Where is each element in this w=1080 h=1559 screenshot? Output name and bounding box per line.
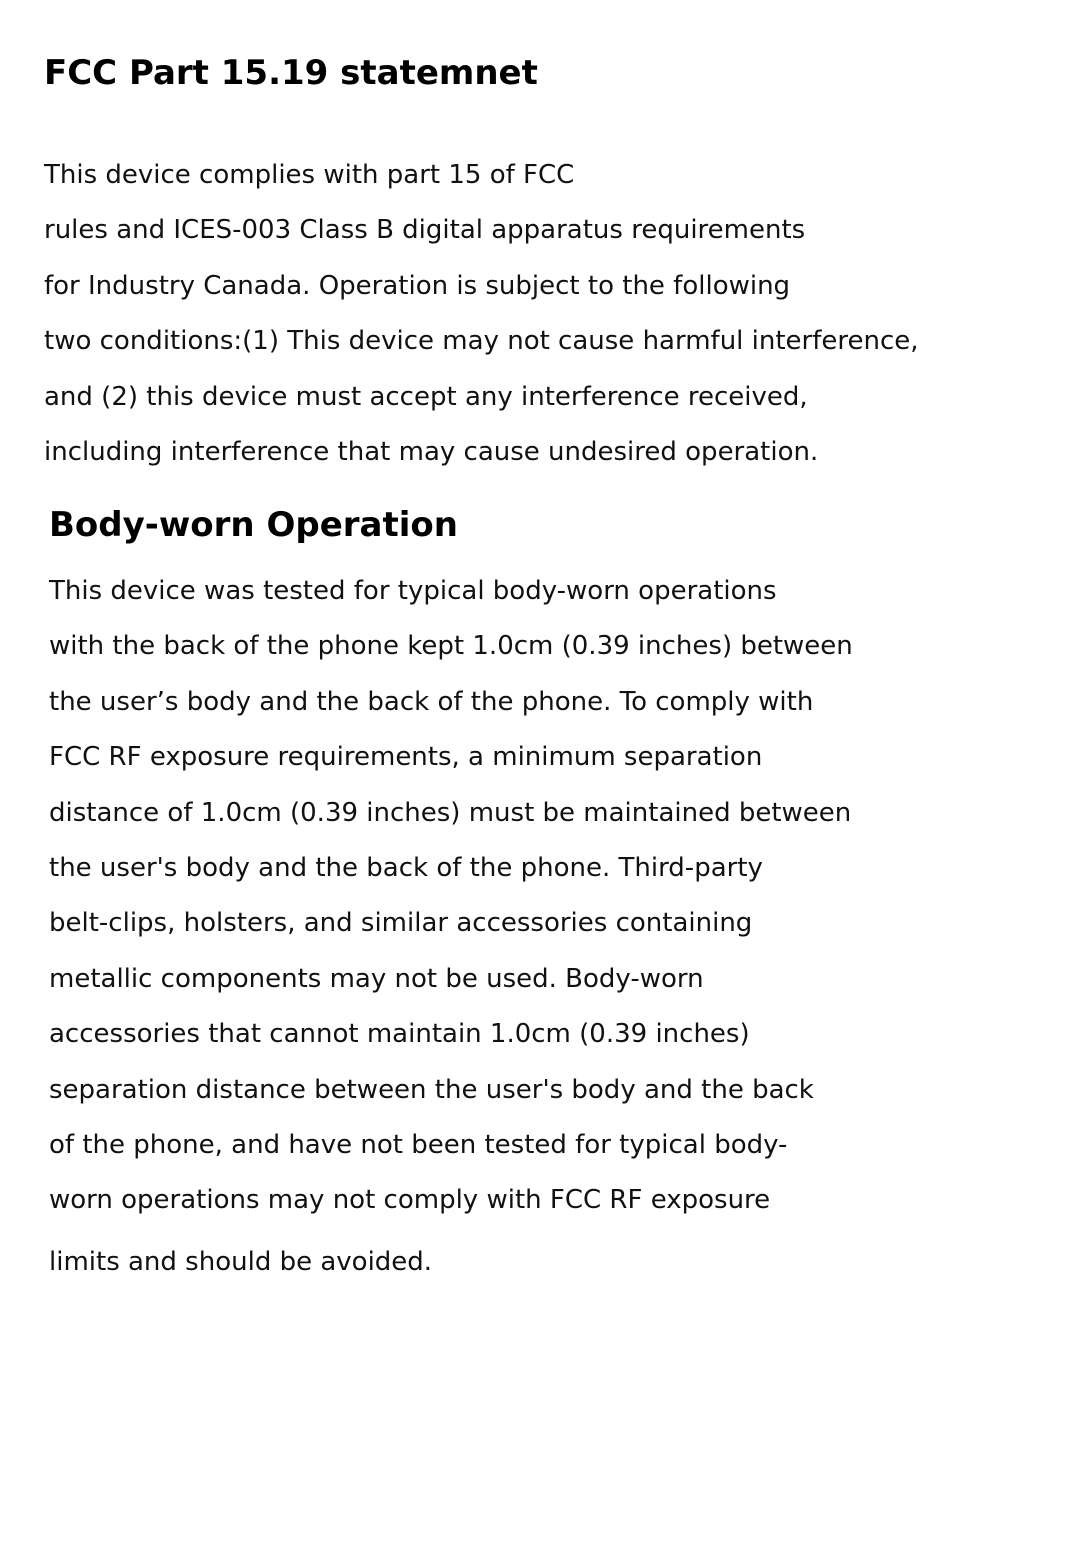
paragraph-line: including interference that may cause undesired operation. bbox=[44, 436, 819, 467]
paragraph-line: belt-clips, holsters, and similar accessories containing bbox=[49, 908, 753, 939]
paragraph-line: metallic components may not be used. Body-worn bbox=[49, 963, 704, 994]
paragraph-line: This device was tested for typical body-worn operations bbox=[49, 576, 777, 606]
paragraph-line: accessories that cannot maintain 1.0cm (0.39 inches) bbox=[49, 1019, 750, 1050]
paragraph-line: two conditions:(1) This device may not cause harmful interference, bbox=[44, 326, 919, 357]
paragraph-line: the user's body and the back of the phone. Third-party bbox=[49, 852, 763, 883]
section-heading-fcc-statement: FCC Part 15.19 statemnet bbox=[44, 53, 538, 93]
paragraph-line: rules and ICES-003 Class B digital apparatus requirements bbox=[44, 215, 806, 246]
paragraph-line: limits and should be avoided. bbox=[49, 1246, 433, 1277]
body-worn-paragraph bbox=[49, 564, 853, 1290]
paragraph-line: for Industry Canada. Operation is subject to the following bbox=[44, 270, 791, 301]
paragraph-line: This device complies with part 15 of FCC bbox=[44, 160, 575, 190]
paragraph-line: of the phone, and have not been tested for typical body- bbox=[49, 1129, 788, 1160]
paragraph-line: and (2) this device must accept any interference received, bbox=[44, 381, 808, 412]
paragraph-line: FCC RF exposure requirements, a minimum separation bbox=[49, 742, 763, 773]
paragraph-line: worn operations may not comply with FCC RF exposure bbox=[49, 1185, 771, 1216]
paragraph-line: the user’s body and the back of the phone. To comply with bbox=[49, 686, 814, 717]
paragraph-line: distance of 1.0cm (0.39 inches) must be maintained between bbox=[49, 797, 852, 828]
paragraph-line: with the back of the phone kept 1.0cm (0.39 inches) between bbox=[49, 631, 853, 662]
section-heading-body-worn: Body-worn Operation bbox=[49, 505, 458, 545]
fcc-statement-paragraph bbox=[44, 148, 919, 480]
paragraph-line: separation distance between the user's body and the back bbox=[49, 1074, 814, 1105]
